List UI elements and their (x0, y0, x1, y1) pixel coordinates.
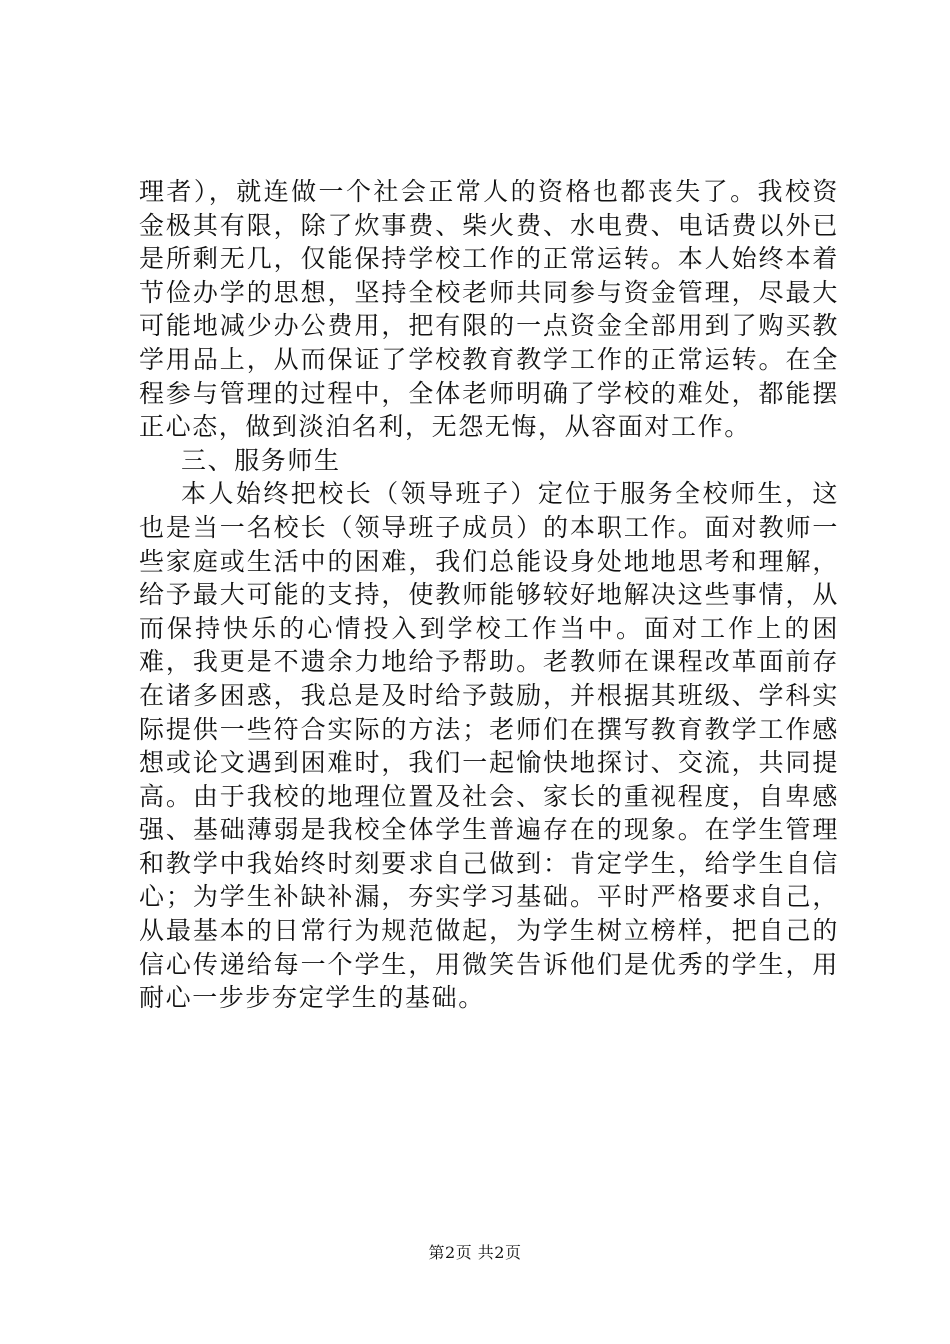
document-body (139, 175, 839, 1015)
body-paragraph-funding: 理者），就连做一个社会正常人的资格也都丧失了。我校资金极其有限，除了炊事费、柴火费、水电费、电话费以外已是所剩无几，仅能保持学校工作的正常运转。本人始终本着节俭办学的思想，坚持全校老师共同参与资金管理，尽最大可能地减少办公费用，把有限的一点资金全部用到了购买教学用品上，从而保证了学校教育教学工作的正常运转。在全程参与管理的过程中，全体老师明确了学校的难处，都能摆正心态，做到淡泊名利，无怨无悔，从容面对工作。 (139, 177, 839, 442)
body-paragraph-service: 本人始终把校长（领导班子）定位于服务全校师生，这也是当一名校长（领导班子成员）的本职工作。面对教师一些家庭或生活中的困难，我们总能设身处地地思考和理解，给予最大可能的支持，使教师能够较好地解决这些事情，从而保持快乐的心情投入到学校工作当中。面对工作上的困难，我更是不遗余力地给予帮助。老教师在课程改革面前存在诸多困惑，我总是及时给予鼓励，并根据其班级、学科实际提供一些符合实际的方法；老师们在撰写教育教学工作感想或论文遇到困难时，我们一起愉快地探讨、交流，共同提高。由于我校的地理位置及社会、家长的重视程度，自卑感强、基础薄弱是我校全体学生普遍存在的现象。在学生管理和教学中我始终时刻要求自己做到：肯定学生，给学生自信心；为学生补缺补漏，夯实学习基础。平时严格要求自己，从最基本的日常行为规范做起，为学生树立榜样，把自己的信心传递给每一个学生，用微笑告诉他们是优秀的学生，用耐心一步步夯定学生的基础。 (139, 479, 839, 1013)
section-heading-serve-teachers-students: 三、服务师生 (181, 445, 341, 475)
page-footer-page-number: 第2页 共2页 (428, 1243, 522, 1262)
